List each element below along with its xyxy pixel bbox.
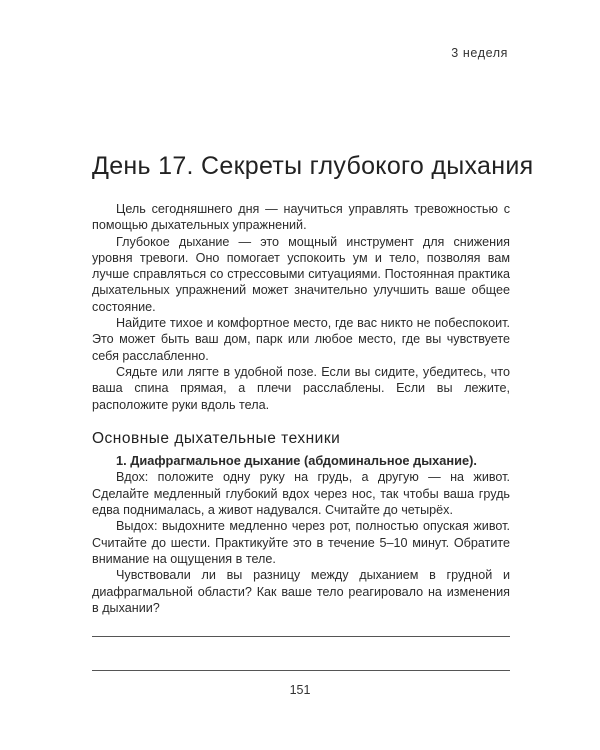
answer-line (92, 670, 510, 671)
paragraph-question: Чувствовали ли вы разницу между дыханием в грудной и диафрагмальной области? Как ваше тело реагировало на изменения в дыхании? (92, 568, 510, 615)
paragraph-deep-breathing: Глубокое дыхание — это мощный инструмент для снижения уровня тревоги. Оно помогает успокоить ум и тело, позволяя вам лучше справляться со стрессовыми ситуациями. Постоянная практика дыхательных упражнений может значительно улучшить ваше общее состояние. (92, 234, 510, 314)
chapter-title: День 17. Секреты глубокого дыхания (92, 152, 534, 180)
answer-line (92, 636, 510, 637)
section-title: Основные дыхательные техники (92, 429, 341, 447)
technique-title: 1. Диафрагмальное дыхание (абдоминальное дыхание). (116, 453, 477, 469)
paragraph-exhale: Выдох: выдохните медленно через рот, полностью опуская живот. Считайте до шести. Практикуйте это в течение 5–10 минут. Обратите внимание на ощущения в теле. (92, 519, 510, 566)
paragraph-inhale: Вдох: положите одну руку на грудь, а другую — на живот. Сделайте медленный глубокий вдох через нос, так чтобы ваша грудь едва поднималась, а живот надувался. Считайте до четырёх. (92, 470, 510, 518)
running-head: 3 неделя (451, 46, 508, 60)
paragraph-goal: Цель сегодняшнего дня — научиться управлять тревожностью с помощью дыхательных упражнений. (92, 202, 510, 233)
body-text (92, 201, 510, 616)
paragraph-posture: Сядьте или лягте в удобной позе. Если вы сидите, убедитесь, что ваша спина прямая, а плечи расслаблены. Если вы лежите, расположите руки вдоль тела. (92, 364, 510, 412)
paragraph-quiet-place: Найдите тихое и комфортное место, где вас никто не побеспокоит. Это может быть ваш дом, парк или любое место, где вы чувствуете себя расслабленно. (92, 316, 510, 363)
page-number: 151 (289, 683, 311, 697)
